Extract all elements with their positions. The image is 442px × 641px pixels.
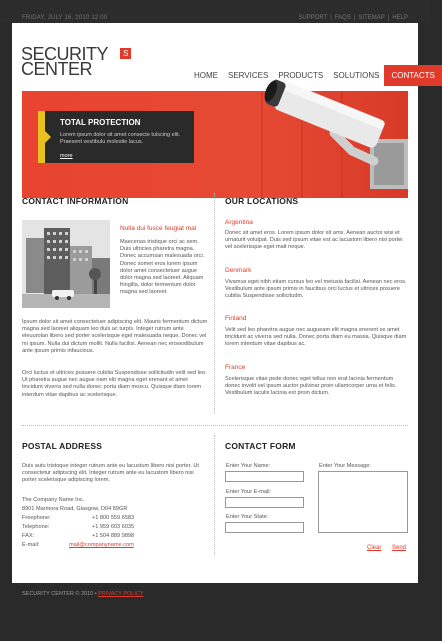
state-label: Enter Your State: xyxy=(226,514,269,520)
location-country-finland[interactable]: Finland xyxy=(225,315,247,322)
location-country-argentina[interactable]: Argentina xyxy=(225,219,253,226)
locations-heading: OUR LOCATIONS xyxy=(225,196,299,206)
privacy-policy-link[interactable]: PRIVACY POLICY xyxy=(98,591,144,597)
sitemap-link[interactable]: SITEMAP xyxy=(358,15,385,21)
send-button[interactable]: Send xyxy=(392,545,407,551)
message-textarea[interactable] xyxy=(318,471,408,533)
email-input[interactable] xyxy=(225,497,304,508)
state-input[interactable] xyxy=(225,522,304,533)
clear-button[interactable]: Clear xyxy=(367,545,382,551)
help-link[interactable]: HELP xyxy=(392,15,408,21)
footer-copyright: SECURITY CENTER © 2010 • xyxy=(22,591,97,597)
fax-label: FAX: xyxy=(22,533,35,539)
nav-solutions[interactable]: SOLUTIONS xyxy=(333,71,380,80)
company-name: The Company Name Inc. xyxy=(22,497,85,503)
promo-text: Lorem ipsum dolor sit amet consecte tulscing elit. Praesent vestibulu molestie lacus. xyxy=(60,132,181,145)
main-nav xyxy=(189,65,442,86)
location-text-denmark: Vivamus eget nibh etiam cursus leo vel metusia facilisi. Aenean nec eros. Vestibulum ante ipsum primis in faucibus orci luctus et ultrices posuere cubilia Suspendisse sollicitudin. xyxy=(225,279,407,300)
contact-paragraph-1: Ipsum dolor sit amet consectetuer adipiscing elit. Mauris fermentum dictum magna sed laoreet aliquam leo duis ac turpis. Integer rutrum ante eleuurolan libero sed porter scelerisque eget malesuada neque. Donec vel mi ipsum. Nulla dui dictum mollit. Nulla facilisi. Aenean nec erosestibulum ante ipsum primis infaucious. xyxy=(22,319,208,354)
logo-badge-icon: S xyxy=(120,48,131,59)
page-content xyxy=(12,23,435,583)
location-country-denmark[interactable]: Denmark xyxy=(225,267,252,274)
name-label: Enter Your Name: xyxy=(226,463,271,469)
column-divider-bottom xyxy=(214,435,215,555)
building-photo xyxy=(22,220,110,308)
contact-paragraph-2: Orci luctus et ultrices posuere cubilia Suspendisse sollicitudin velit sed leo. Ut pharetra augue nec augue nam elit magna eget erenant et amet tincidunt viverra sed nulla donec porta diam moscu. Quisque diam lorem interdum vitae dapibus ac scelerisque. xyxy=(22,370,207,398)
email-link[interactable]: mail@companyname.com xyxy=(69,542,134,548)
location-text-france: Scelerisque vitae pede donec eget tellus non erat lacinia fermentum donec involit vel ipsum auctor pulvinar proin ullamcorper urna et felis. Vestibulum iaculis lacinia est proin dictum. xyxy=(225,376,397,397)
security-camera-icon xyxy=(202,91,408,198)
nav-services[interactable]: SERVICES xyxy=(228,71,269,80)
telephone-value: +1 959 603 6035 xyxy=(92,524,135,530)
promo-box xyxy=(38,111,194,163)
contact-side-text: Maecenas tristique orci ac sem. Duis ultricies pharetra magna. Donec accumsan malesuada orci. Donec somet eros lorem ipsum dolor amet consectetuer augue dolor magna sed laoreet. Aliquam fringilla, dolor fermentum dolor magna sed laoreet. xyxy=(120,239,205,296)
logo-line-1: SECURITY xyxy=(21,44,109,64)
contact-highlight: Nulla dui fusce feugiat mal xyxy=(120,225,197,232)
current-date: FRIDAY, JULY 16, 2010 12:00 xyxy=(22,15,108,21)
support-link[interactable]: SUPPORT xyxy=(298,15,328,21)
postal-heading: POSTAL ADDRESS xyxy=(22,441,103,451)
email-label: E-mail: xyxy=(22,542,40,548)
message-label: Enter Your Message: xyxy=(319,463,371,469)
freephone-label: Freephone: xyxy=(22,515,51,521)
freephone-value: +1 800 559 6583 xyxy=(92,515,135,521)
utility-links: SUPPORT | FAQS | SITEMAP | HELP xyxy=(298,15,408,21)
contact-form-heading: CONTACT FORM xyxy=(225,441,296,451)
faqs-link[interactable]: FAQS xyxy=(334,15,351,21)
top-bar xyxy=(0,0,430,23)
email-field-label: Enter Your E-mail: xyxy=(226,489,272,495)
promo-more-link[interactable]: more xyxy=(60,153,73,159)
company-address: 8901 Marmora Road, Glasgow, D04 89GR xyxy=(22,506,128,512)
section-divider xyxy=(22,425,408,426)
location-text-argentina: Donec sit amet eros. Lorem ipsum dolor sit ams. Aenean auctor wisi et urnaturit volutpat. Duis sed ipsum vitae est ac lacustom libero nisi portei vel scelerisque eget malt neque. xyxy=(225,230,403,251)
nav-home[interactable]: HOME xyxy=(194,71,218,80)
contact-info-heading: CONTACT INFORMATION xyxy=(22,196,129,206)
location-country-france[interactable]: France xyxy=(225,364,246,371)
telephone-label: Telephone: xyxy=(22,524,50,530)
arrow-right-icon xyxy=(45,131,51,143)
nav-contacts[interactable]: CONTACTS xyxy=(384,65,441,86)
logo-line-2: CENTER xyxy=(21,59,93,79)
site-logo[interactable] xyxy=(21,44,128,79)
footer xyxy=(22,591,144,597)
promo-accent-bar xyxy=(38,111,45,163)
fax-value: +1 504 889 9898 xyxy=(92,533,135,539)
postal-intro: Duis autu tristoque integer rutrum ante eu lacustum libero nisi porter. Ut consectetur adipiscing elit. Integer rutrum ante eu lacustom libero nisi porter scelerisque adipiscing lorem. xyxy=(22,463,199,484)
hero-banner xyxy=(22,91,408,198)
location-text-finland: Velit sed leo pharetra augue nec augueam elit magna enerent se amet tincidunt ac viverra sed nulla. Donec porta diam eu massa. Quisque diam lorem interdum vitae dapibus ac. xyxy=(225,327,407,348)
column-divider-top xyxy=(214,193,215,413)
nav-products[interactable]: PRODUCTS xyxy=(278,71,324,80)
promo-title: TOTAL PROTECTION xyxy=(60,118,141,127)
name-input[interactable] xyxy=(225,471,304,482)
